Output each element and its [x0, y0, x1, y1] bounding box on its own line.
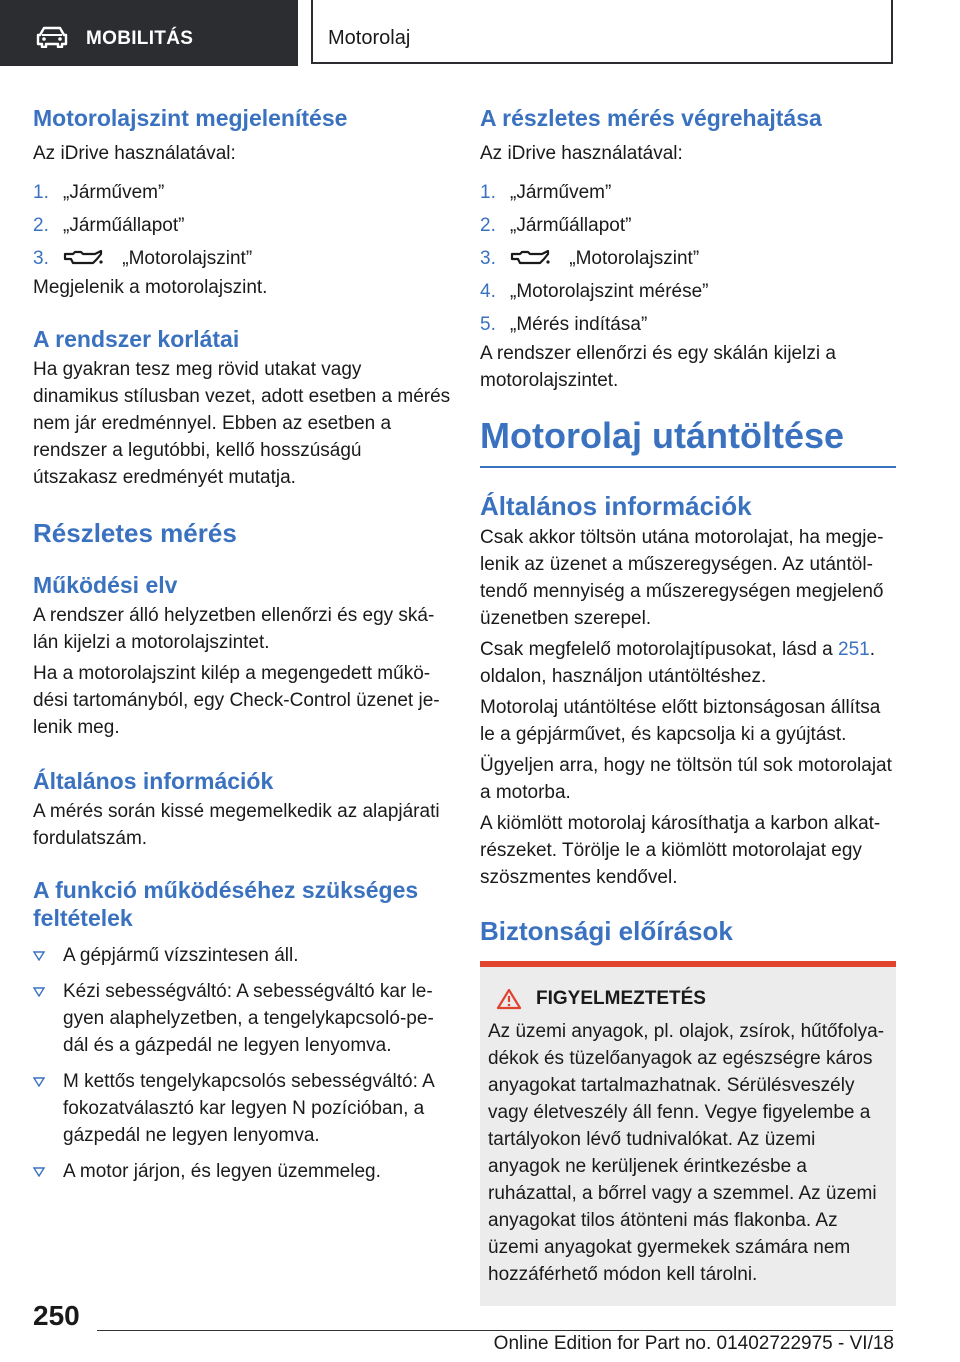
principle-text-1: A rendszer álló helyzetben ellenőrzi és egy skálán kijelzi a motorolajszintet. — [33, 605, 435, 653]
list-item: A motor járjon, és legyen üzemmeleg. — [33, 1158, 451, 1185]
warning-panel — [480, 961, 896, 1306]
list-item: 3. „Motorolajszint” — [480, 248, 700, 269]
perform-intro: Az iDrive használatával: — [480, 143, 683, 164]
triangle-bullet-icon — [33, 987, 45, 997]
principle-heading: Működési elv — [33, 572, 178, 598]
list-item: 1. „Járművem” — [480, 182, 612, 203]
limits-text: Ha gyakran tesz meg rövid utakat vagy dinamikus stílusban vezet, adott esetben a mérés nem jár eredménnyel. Ebben az esetben a rendszer a legutóbbi, kellő hosszúságú útszakasz eredményét mutatja. — [33, 359, 451, 488]
refill-text-2: Csak megfelelő motorolajtípusokat, lásd a 251. oldalon, használjon utántöltéshez. — [480, 639, 875, 687]
warning-text: Az üzemi anyagok, pl. olajok, zsírok, hűtőfolyadékok és tüzelőanyagok az egészségre káros anyagokat tartalmazhatnak. Sérülésveszély vagy életveszély áll fenn. Vegye figyelembe a tartályokon lévő tudnivalókat. Az üzemi anyagok ne kerüljenek érintkezésbe a ruházattal, a bőrrel vagy a szemmel. Az üzemi anyagokat tilos átönteni más flakonba. Az üzemi anyagokat gyermekek számára nem hozzáférhető módon kell tárolni. — [488, 1021, 885, 1285]
refill-text-1: Csak akkor töltsön utána motorolajat, ha megjelenik az üzenet a műszeregységen. Az utántöltendő mennyiség a műszeregységen megjelenő üzenetben szerepel. — [480, 527, 884, 629]
section-title: MOBILITÁS — [86, 28, 194, 49]
list-item: 2. „Járműállapot” — [480, 215, 632, 236]
display-heading: Motorolajszint megjelenítése — [33, 105, 348, 131]
triangle-bullet-icon — [33, 951, 45, 961]
perform-result: A rendszer ellenőrzi és egy skálán kijelzi a motorolajszintet. — [480, 343, 836, 391]
section-tab[interactable] — [0, 0, 298, 66]
refill-text-4: Ügyeljen arra, hogy ne töltsön túl sok motorolajat a motorba. — [480, 755, 892, 803]
safety-heading: Biztonsági előírások — [480, 916, 733, 946]
refill-heading: Motorolaj utántöltése — [480, 415, 845, 456]
perform-heading: A részletes mérés végrehajtása — [480, 105, 822, 131]
chapter-title: Motorolaj — [328, 27, 411, 49]
general-heading: Általános információk — [33, 768, 274, 794]
list-item: Kézi sebességváltó: A sebességváltó kar legyen alaphelyzetben, a tengelykapcsoló-pedál és a gázpedál ne legyen lenyomva. — [33, 978, 451, 1059]
warning-triangle-icon — [496, 988, 522, 1010]
left-column — [33, 100, 451, 1194]
list-item: 3. „Motorolajszint” — [33, 248, 253, 269]
principle-text-2: Ha a motorolajszint kilép a megengedett működési tartományból, egy Check-Control üzenet jelenik meg. — [33, 663, 440, 738]
right-column — [480, 100, 896, 1306]
conditions-list — [33, 942, 451, 1185]
list-item: M kettős tengelykapcsolós sebességváltó: A fokozatválasztó kar legyen N pozícióban, a gázpedál ne legyen lenyomva. — [33, 1068, 451, 1149]
conditions-heading: A funkció működéséhez szükséges feltételek — [33, 877, 419, 931]
list-item: A gépjármű vízszintesen áll. — [33, 942, 451, 969]
oil-can-icon — [63, 250, 103, 266]
detailed-heading: Részletes mérés — [33, 518, 237, 548]
triangle-bullet-icon — [33, 1167, 45, 1177]
refill-text-5: A kiömlött motorolaj károsíthatja a karbon alkatrészeket. Törölje le a kiömlött motorolajat egy szöszmentes kendővel. — [480, 813, 881, 888]
car-icon — [36, 26, 68, 48]
footer-rule — [97, 1330, 893, 1331]
oil-can-icon — [510, 250, 550, 266]
display-intro: Az iDrive használatával: — [33, 143, 236, 164]
page-header — [0, 0, 960, 66]
refill-text-3: Motorolaj utántöltése előtt biztonságosan állítsa le a gépjárművet, és kapcsolja ki a gyújtást. — [480, 697, 881, 745]
list-item: 1. „Járművem” — [33, 182, 165, 203]
general-text: A mérés során kissé megemelkedik az alapjárati fordulatszám. — [33, 801, 440, 849]
list-item: 4. „Motorolajszint mérése” — [480, 281, 709, 302]
perform-steps — [480, 179, 896, 344]
edition-note: Online Edition for Part no. 01402722975 - VI/18 — [493, 1333, 894, 1354]
page-link[interactable]: 251 — [838, 639, 870, 660]
heading-rule — [480, 466, 896, 468]
warning-box — [480, 967, 896, 1306]
warning-title: FIGYELMEZTETÉS — [488, 985, 888, 1012]
triangle-bullet-icon — [33, 1077, 45, 1087]
limits-heading: A rendszer korlátai — [33, 326, 240, 352]
refill-general-heading: Általános információk — [480, 491, 752, 521]
display-result: Megjelenik a motorolajszint. — [33, 277, 268, 298]
chapter-tab[interactable] — [311, 0, 893, 64]
page-number: 250 — [33, 1300, 80, 1331]
list-item: 5. „Mérés indítása” — [480, 314, 648, 335]
list-item: 2. „Járműállapot” — [33, 215, 185, 236]
display-steps — [33, 179, 451, 278]
